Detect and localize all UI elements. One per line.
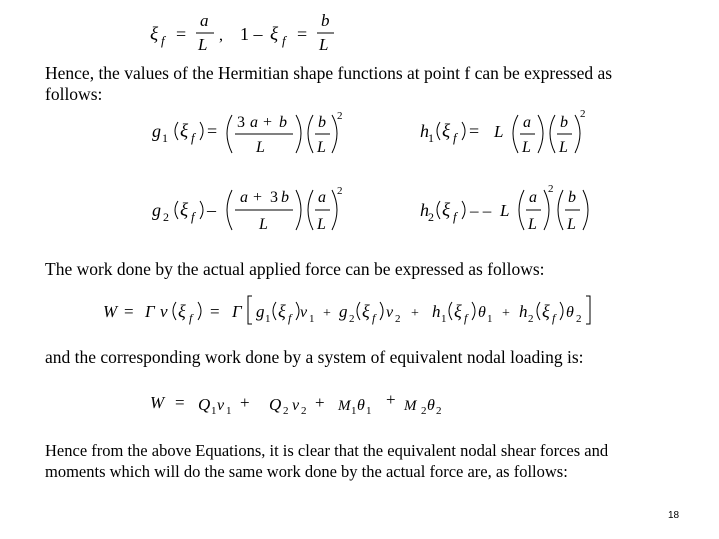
svg-text:f: f	[189, 311, 193, 325]
svg-text:+: +	[240, 393, 250, 412]
svg-text:v: v	[160, 302, 168, 321]
svg-text:2: 2	[528, 313, 534, 325]
svg-text:2: 2	[337, 110, 343, 122]
svg-text:a: a	[240, 189, 248, 206]
svg-text:a: a	[250, 114, 258, 131]
paragraph-conclusion-line1: Hence from the above Equations, it is clear that the equivalent nodal shear forces and	[45, 441, 609, 460]
svg-text:ξ: ξ	[150, 24, 159, 45]
svg-text:θ: θ	[566, 304, 574, 321]
svg-text:h: h	[519, 302, 528, 321]
svg-text:ξ: ξ	[454, 301, 462, 321]
svg-text:1: 1	[351, 405, 357, 417]
svg-text:f: f	[282, 33, 286, 48]
svg-text:h: h	[420, 121, 429, 141]
svg-text:,: ,	[219, 27, 223, 44]
svg-text:=: =	[124, 302, 134, 321]
svg-text:2: 2	[163, 210, 169, 224]
svg-text:2: 2	[395, 313, 401, 325]
svg-text:2: 2	[580, 108, 586, 120]
svg-text:M: M	[338, 398, 351, 414]
page-number: 18	[668, 510, 680, 521]
svg-text:2: 2	[421, 405, 427, 417]
svg-text:L: L	[500, 201, 510, 220]
svg-text:L: L	[317, 139, 326, 156]
svg-text:ξ: ξ	[180, 200, 189, 221]
svg-text:ξ: ξ	[278, 301, 286, 321]
equation-g2	[152, 185, 343, 233]
svg-text:Γ: Γ	[145, 302, 155, 321]
svg-text:f: f	[453, 130, 457, 145]
svg-text:+: +	[386, 390, 396, 409]
equation-xi-f	[150, 11, 334, 54]
svg-text:=: =	[207, 121, 218, 141]
svg-text:2: 2	[428, 210, 434, 224]
svg-text:g: g	[152, 121, 161, 141]
paragraph-conclusion-line2: moments which will do the same work done by the actual force are, as follows:	[45, 462, 568, 481]
svg-text:+: +	[253, 189, 263, 206]
svg-text:L: L	[256, 139, 265, 156]
svg-text:=: =	[175, 393, 185, 412]
svg-text:W: W	[103, 302, 118, 321]
svg-text:1: 1	[265, 313, 271, 325]
equation-h2	[420, 183, 588, 233]
svg-text:2: 2	[548, 183, 554, 195]
svg-text:θ: θ	[478, 304, 486, 321]
svg-text:ξ: ξ	[542, 301, 550, 321]
equation-work-nodal	[150, 390, 442, 417]
svg-text:f: f	[191, 130, 195, 145]
svg-text:h: h	[432, 302, 441, 321]
svg-text:=: =	[176, 24, 187, 44]
svg-text:g: g	[339, 302, 348, 321]
svg-text:b: b	[318, 114, 326, 131]
svg-text:3: 3	[270, 189, 278, 206]
svg-text:– –: – –	[470, 201, 492, 220]
svg-text:a: a	[523, 114, 531, 131]
svg-text:θ: θ	[427, 397, 435, 414]
svg-text:+: +	[502, 306, 510, 321]
svg-text:a: a	[200, 11, 209, 30]
svg-text:1: 1	[428, 131, 434, 145]
svg-text:Γ: Γ	[232, 302, 242, 321]
svg-text:ξ: ξ	[270, 24, 279, 45]
svg-text:L: L	[559, 139, 568, 156]
svg-text:Q: Q	[269, 395, 282, 414]
svg-text:a: a	[529, 189, 537, 206]
svg-text:ξ: ξ	[178, 301, 186, 321]
svg-text:ξ: ξ	[442, 200, 451, 221]
svg-text:2: 2	[301, 405, 307, 417]
svg-text:1: 1	[441, 313, 447, 325]
svg-text:b: b	[279, 114, 287, 131]
svg-text:L: L	[319, 35, 329, 54]
svg-text:f: f	[372, 311, 376, 325]
svg-text:Q: Q	[198, 395, 211, 414]
svg-text:f: f	[161, 33, 165, 48]
svg-text:v: v	[386, 304, 394, 321]
svg-text:2: 2	[349, 313, 355, 325]
svg-text:1: 1	[162, 131, 168, 145]
svg-text:L: L	[494, 122, 504, 141]
svg-text:f: f	[191, 209, 195, 224]
equation-g1	[152, 110, 343, 156]
svg-text:L: L	[259, 216, 268, 233]
svg-text:g: g	[152, 200, 161, 220]
paragraph-work-actual: The work done by the actual applied force can be expressed as follows:	[45, 259, 545, 279]
svg-text:2: 2	[283, 405, 289, 417]
svg-text:v: v	[217, 397, 225, 414]
paragraph-work-nodal: and the corresponding work done by a system of equivalent nodal loading is:	[45, 347, 584, 367]
paragraph-hermitian-line1: Hence, the values of the Hermitian shape functions at point f can be expressed as	[45, 63, 613, 83]
svg-text:L: L	[528, 216, 537, 233]
svg-text:–: –	[207, 200, 216, 220]
svg-text:1: 1	[309, 313, 315, 325]
svg-text:W: W	[150, 393, 165, 412]
svg-text:b: b	[281, 189, 289, 206]
svg-text:ξ: ξ	[362, 301, 370, 321]
svg-text:L: L	[522, 139, 531, 156]
svg-text:1: 1	[211, 405, 217, 417]
svg-text:1 –: 1 –	[240, 24, 263, 44]
svg-text:ξ: ξ	[442, 121, 451, 142]
svg-text:2: 2	[436, 405, 442, 417]
svg-text:2: 2	[337, 185, 343, 197]
svg-text:b: b	[321, 11, 330, 30]
svg-text:=: =	[297, 24, 308, 44]
svg-text:+: +	[315, 393, 325, 412]
svg-text:1: 1	[226, 405, 232, 417]
svg-text:θ: θ	[357, 397, 365, 414]
svg-text:h: h	[420, 200, 429, 220]
svg-text:+: +	[323, 306, 331, 321]
svg-text:b: b	[560, 114, 568, 131]
svg-text:f: f	[288, 311, 292, 325]
svg-text:3: 3	[237, 114, 245, 131]
svg-text:f: f	[464, 311, 468, 325]
svg-text:M: M	[404, 398, 417, 414]
svg-text:1: 1	[366, 405, 372, 417]
svg-text:v: v	[292, 397, 300, 414]
svg-text:f: f	[453, 209, 457, 224]
svg-text:+: +	[263, 114, 273, 131]
svg-text:L: L	[198, 35, 208, 54]
svg-text:1: 1	[487, 313, 493, 325]
svg-text:=: =	[210, 302, 220, 321]
svg-text:v: v	[300, 304, 308, 321]
svg-text:=: =	[469, 121, 480, 141]
svg-text:L: L	[317, 216, 326, 233]
svg-text:g: g	[256, 302, 265, 321]
svg-text:+: +	[411, 306, 419, 321]
svg-text:ξ: ξ	[180, 121, 189, 142]
svg-text:a: a	[318, 189, 326, 206]
svg-text:2: 2	[576, 313, 582, 325]
paragraph-hermitian-line2: follows:	[45, 84, 103, 104]
svg-text:f: f	[552, 311, 556, 325]
equation-work-actual	[103, 296, 590, 325]
svg-text:L: L	[567, 216, 576, 233]
svg-text:b: b	[568, 189, 576, 206]
equation-h1	[420, 108, 586, 156]
